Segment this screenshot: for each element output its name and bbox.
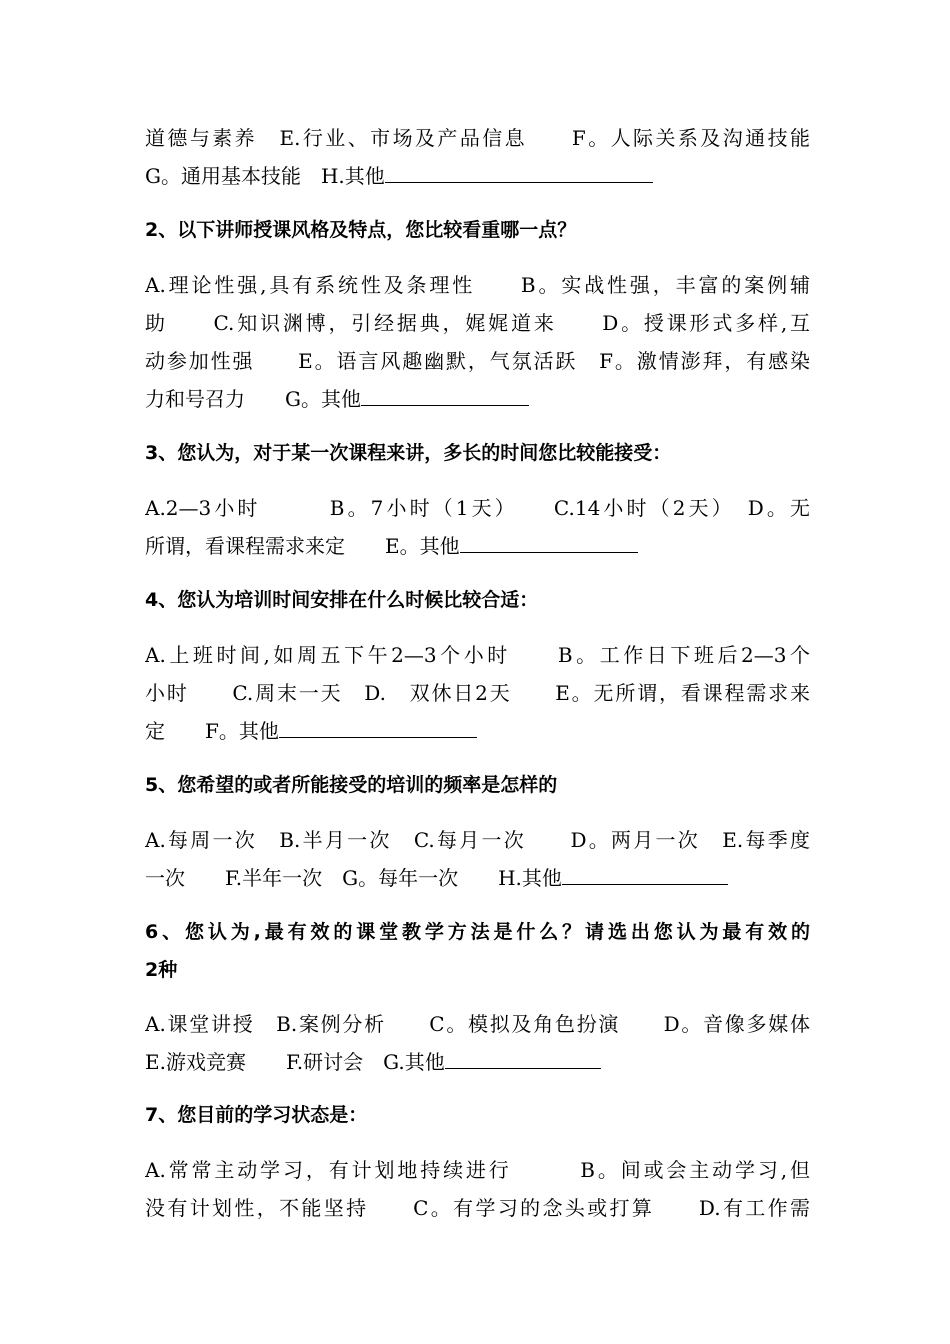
text-line: 道德与素养 E.行业、市场及产品信息 F。人际关系及沟通技能: [145, 126, 810, 150]
answer-blank[interactable]: [361, 385, 529, 406]
text-line: A.2—3小时 B。7小时（1天） C.14小时（2天） D。无: [145, 496, 810, 520]
answer-text: 力和号召力 G。其他: [145, 387, 361, 411]
question-6-heading: 6、您认为,最有效的课堂教学方法是什么？请选出您认为最有效的: [145, 921, 810, 943]
text-line: A.课堂讲授 B.案例分析 C。模拟及角色扮演 D。音像多媒体: [145, 1012, 810, 1036]
text-line: A.上班时间,如周五下午2—3个小时 B。工作日下班后2—3个: [145, 643, 810, 667]
answer-text: 所谓，看课程需求来定 E。其他: [145, 534, 460, 558]
question-2-heading: 2、以下讲师授课风格及特点，您比较看重哪一点？: [145, 219, 577, 241]
answer-blank[interactable]: [385, 162, 653, 183]
answer-text: G。通用基本技能 H.其他: [145, 164, 385, 188]
answer-blank[interactable]: [279, 717, 477, 738]
question-6-heading-continued: 2种: [145, 959, 178, 981]
text-line: [145, 864, 810, 892]
text-line: 动参加性强 E。语言风趣幽默，气氛活跃 F。激情澎拜，有感染: [145, 349, 810, 373]
answer-blank[interactable]: [445, 1048, 601, 1069]
text-line: A.常常主动学习，有计划地持续进行 B。间或会主动学习,但: [145, 1158, 810, 1182]
text-line: [145, 532, 810, 560]
text-line: A.理论性强,具有系统性及条理性 B。实战性强，丰富的案例辅: [145, 273, 810, 297]
text-line: A.每周一次 B.半月一次 C.每月一次 D。两月一次 E.每季度: [145, 828, 810, 852]
text-line: [145, 717, 810, 745]
answer-blank[interactable]: [460, 532, 638, 553]
answer-text: 一次 F.半年一次 G。每年一次 H.其他: [145, 866, 562, 890]
question-7-heading: 7、您目前的学习状态是：: [145, 1104, 368, 1126]
question-3-heading: 3、您认为，对于某一次课程来讲，多长的时间您比较能接受：: [145, 442, 672, 464]
text-line: 小时 C.周末一天 D. 双休日2天 E。无所谓，看课程需求来: [145, 681, 810, 705]
question-5-heading: 5、您希望的或者所能接受的培训的频率是怎样的: [145, 774, 558, 796]
text-line: [145, 162, 810, 190]
text-line: 助 C.知识渊博，引经据典，娓娓道来 D。授课形式多样,互: [145, 311, 810, 335]
answer-blank[interactable]: [562, 864, 728, 885]
question-4-heading: 4、您认为培训时间安排在什么时候比较合适：: [145, 589, 539, 611]
text-line: 没有计划性，不能坚持 C。有学习的念头或打算 D.有工作需: [145, 1196, 810, 1220]
text-line: [145, 1048, 810, 1076]
answer-text: 定 F。其他: [145, 719, 279, 743]
answer-text: E.游戏竞赛 F.研讨会 G.其他: [145, 1050, 445, 1074]
text-line: [145, 385, 810, 413]
